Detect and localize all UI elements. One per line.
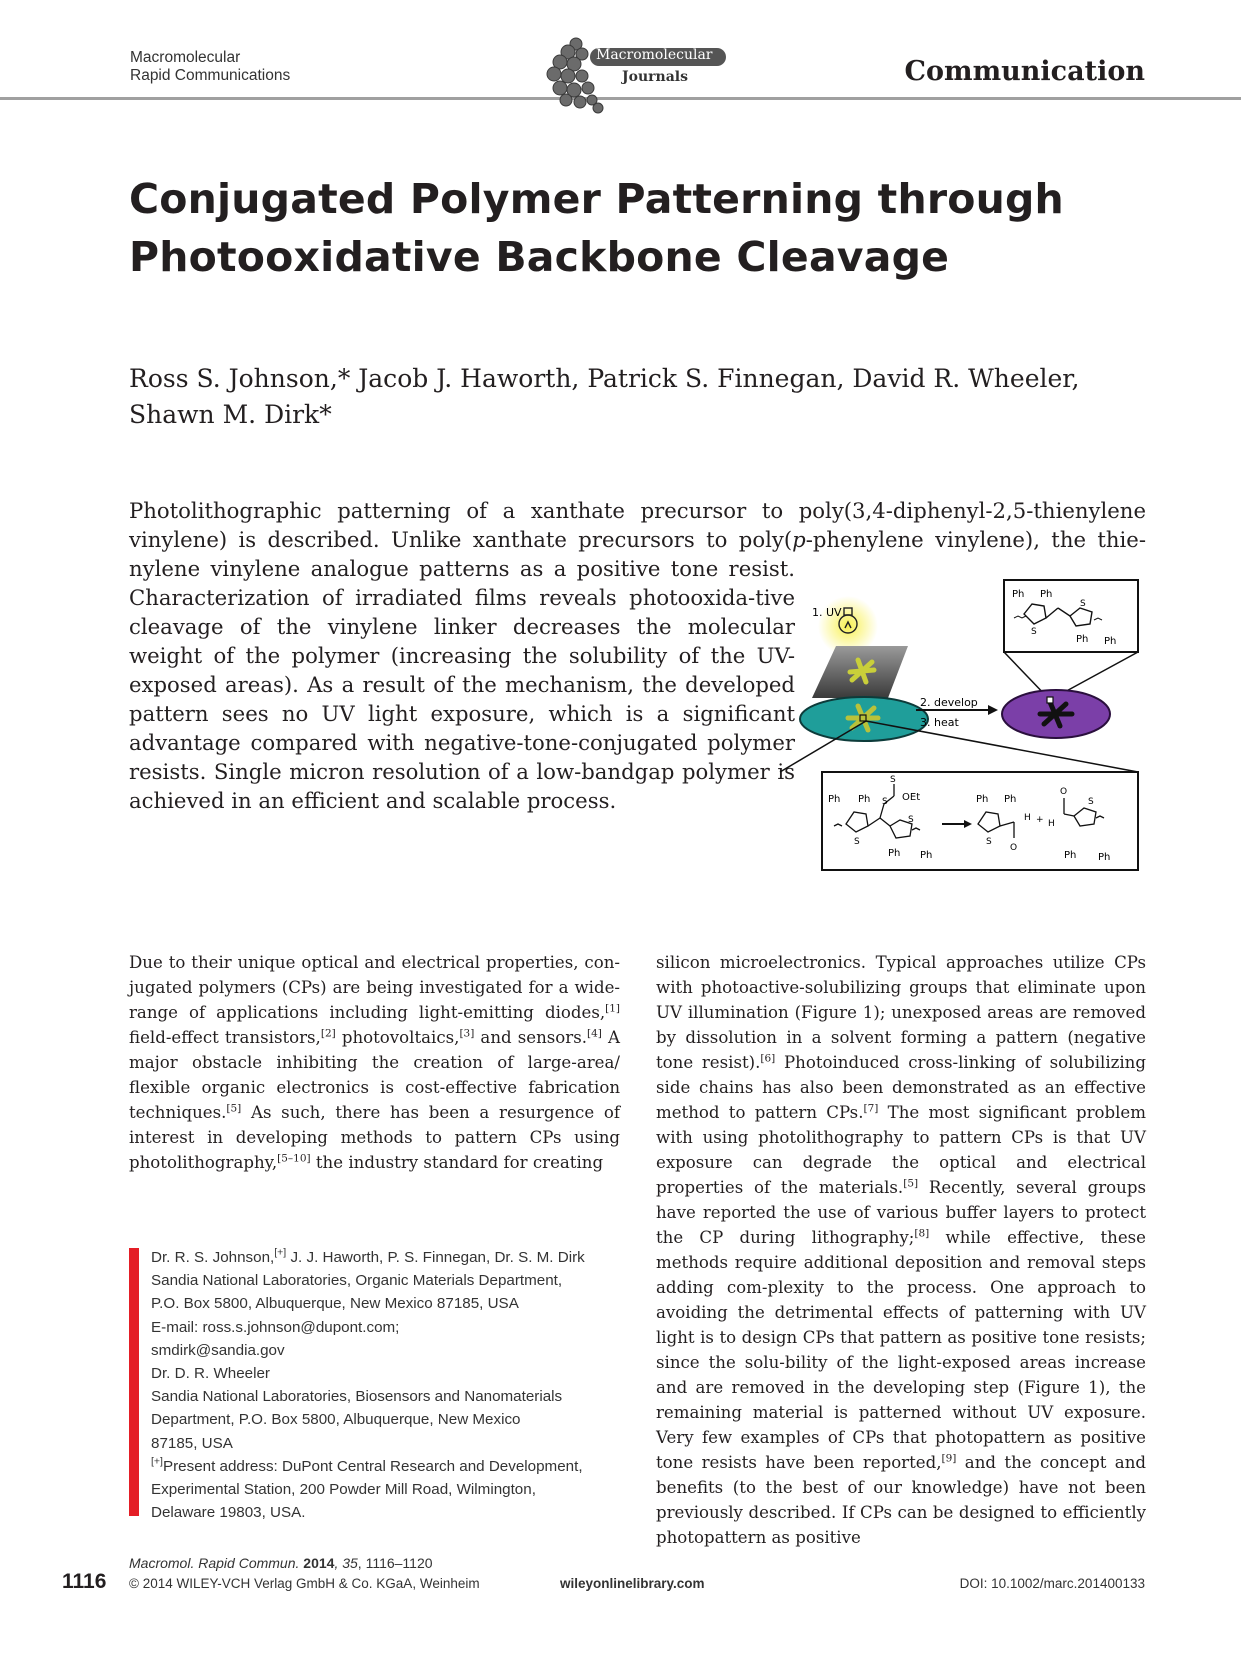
- label-h-rxn-2: H: [1048, 819, 1055, 829]
- email-line[interactable]: smdirk@sandia.gov: [151, 1341, 285, 1359]
- label-ph-inset-3: Ph: [1076, 634, 1089, 645]
- logo-text-macromolecular: Macromolecular: [596, 47, 713, 63]
- label-ph-rxn-7: Ph: [1064, 850, 1077, 861]
- section-label: Communication: [904, 56, 1145, 87]
- label-ph-inset-1: Ph: [1012, 589, 1025, 600]
- abstract-line-2: vinylene) is described. Unlike xanthate precursors to poly(p-phenylene vinylene), the thie-: [129, 527, 1147, 552]
- label-ph-rxn-5: Ph: [976, 794, 989, 805]
- label-ph-rxn-1: Ph: [828, 794, 841, 805]
- author-list-line1: Ross S. Johnson,* Jacob J. Haworth, Patrick S. Finnegan, David R. Wheeler,: [129, 364, 1080, 393]
- label-ph-rxn-2: Ph: [858, 794, 871, 805]
- citation-ref[interactable]: [5]: [903, 1177, 919, 1190]
- citation-ref[interactable]: [4]: [587, 1027, 602, 1040]
- label-s-inset-1: S: [1031, 627, 1037, 637]
- author-list: [129, 361, 1149, 433]
- label-s-rxn-2: S: [882, 797, 888, 807]
- journal-name-line2: Rapid Communications: [130, 67, 291, 84]
- label-ph-rxn-3: Ph: [888, 848, 901, 859]
- article-title: [129, 170, 1129, 286]
- copyright-notice: © 2014 WILEY-VCH Verlag GmbH & Co. KGaA, Weinheim: [129, 1576, 480, 1591]
- label-plus: +: [1036, 815, 1044, 825]
- citation-ref[interactable]: [3]: [459, 1027, 475, 1040]
- label-ph-inset-4: Ph: [1104, 636, 1117, 647]
- label-ph-rxn-6: Ph: [1004, 794, 1017, 805]
- label-s-rxn-3: S: [908, 815, 914, 825]
- article-title-line2: Photooxidative Backbone Cleavage: [129, 233, 950, 281]
- citation-ref[interactable]: [8]: [914, 1227, 930, 1240]
- graphical-abstract-figure: [812, 576, 1146, 878]
- step-develop-label: 2. develop: [920, 696, 978, 709]
- label-s-rxn-4: S: [986, 837, 992, 847]
- doi[interactable]: DOI: 10.1002/marc.201400133: [959, 1576, 1145, 1591]
- journal-name: [130, 49, 290, 85]
- citation-line: Macromol. Rapid Commun. 2014, 35, 1116–1120: [129, 1555, 433, 1571]
- article-title-line1: Conjugated Polymer Patterning through: [129, 175, 1064, 223]
- label-ph-inset-2: Ph: [1040, 589, 1053, 600]
- label-s-rxn-1: S: [854, 837, 860, 847]
- abstract-line-1: Photolithographic patterning of a xanthate precursor to poly(3,4-diphenyl-2,5-thienylene: [129, 498, 1146, 523]
- label-s-rxn-5: S: [1088, 797, 1094, 807]
- step-uv-label: 1. UV: [812, 606, 842, 619]
- label-s-rxn-thione: S: [890, 775, 896, 785]
- logo-text-journals: Journals: [622, 69, 688, 85]
- citation-ref[interactable]: [9]: [941, 1452, 957, 1465]
- label-ph-rxn-4: Ph: [920, 850, 933, 861]
- author-list-line2: Shawn M. Dirk*: [129, 400, 332, 429]
- journal-logo: [538, 34, 728, 116]
- step-heat-label: 3. heat: [920, 716, 959, 729]
- citation-ref[interactable]: [1]: [605, 1002, 620, 1015]
- abstract-text: nylene vinylene analogue patterns as a positive tone resist. Characterization of irradiated films reveals photooxida-tive cleavage of the vinylene linker decreases the molecular weight of the polymer (increasing the solubility of the UV-exposed areas). As a result of the mechanism, the developed pattern sees no UV light exposure, which is a significant advantage compared with negative-tone-conjugated polymer resists. Single micron resolution of a low-bandgap polymer is achieved in an efficient and scalable process.: [129, 556, 795, 813]
- body-column-right: silicon microelectronics. Typical approaches utilize CPs with photoactive-solubilizing groups that eliminate upon UV illumination (Figure 1); unexposed areas are removed by dissolution in a solvent forming a pattern (negative tone resist).[6] Photoinduced cross-linking of solubilizing side chains has also been demonstrated as an effective method to pattern CPs.[7] The most significant problem with using photolithography to pattern CPs is that UV exposure can degrade the optical and electrical properties of the materials.[5] Recently, several groups have reported the use of various buffer layers to protect the CP during lithography;[8] while effective, these methods require additional deposition and removal steps adding com-plexity to the process. One approach to avoiding the detrimental effects of patterning with UV light is to design CPs that pattern as positive tone resists; since the solu-bility of the light-exposed areas increase and are removed in the developing step (Figure 1), the remaining material is patterned without UV exposure. Very few examples of CPs that photopattern as positive tone resists have been reported,[9] and the concept and benefits (to the best of our knowledge) have not been previously described. If CPs can be designed to efficiently photopattern as positive: [656, 953, 1147, 1547]
- publisher-url[interactable]: wileyonlinelibrary.com: [560, 1576, 705, 1591]
- citation-ref[interactable]: [6]: [760, 1052, 776, 1065]
- label-s-inset-2: S: [1080, 599, 1086, 609]
- journal-name-line1: Macromolecular: [130, 49, 241, 66]
- citation-ref[interactable]: [5–10]: [277, 1152, 311, 1165]
- email-line[interactable]: E-mail: ross.s.johnson@dupont.com;: [151, 1318, 400, 1336]
- label-o-rxn-1: O: [1010, 843, 1018, 853]
- label-ph-rxn-8: Ph: [1098, 852, 1111, 863]
- affiliation-block: Dr. R. S. Johnson,[+] J. J. Haworth, P. S. Finnegan, Dr. S. M. Dirk Sandia National Laboratories, Organic Materials Department, P.O. Box 5800, Albuquerque, New Mexico 87185, USA E-mail: ross.s.johnson@dupont.com; smdirk@sandia.gov Dr. D. R. Wheeler Sandia National Laboratories, Biosensors and Nanomaterials Department, P.O. Box 5800, Albuquerque, New Mexico 87185, USA [+]Present address: DuPont Central Research and Development, Experimental Station, 200 Powder Mill Road, Wilmington, Delaware 19803, USA.: [151, 1246, 621, 1524]
- label-h-rxn-1: H: [1024, 813, 1031, 823]
- citation-ref[interactable]: [5]: [226, 1102, 242, 1115]
- citation-ref[interactable]: [7]: [863, 1102, 879, 1115]
- citation-ref[interactable]: [2]: [320, 1027, 336, 1040]
- label-oet: OEt: [902, 792, 921, 803]
- label-o-rxn-2: O: [1060, 787, 1068, 797]
- affiliation-accent-bar: [129, 1248, 139, 1516]
- page-number: 1116: [62, 1570, 107, 1593]
- body-column-left: Due to their unique optical and electrical properties, con-jugated polymers (CPs) are being investigated for a wide-range of applications including light-emitting diodes,[1] field-effect transistors,[2] photovoltaics,[3] and sensors.[4] A major obstacle inhibiting the creation of large-area/ flexible organic electronics is cost-effective fabrication techniques.[5] As such, there has been a resurgence of interest in developing methods to pattern CPs using photolithography,[5–10] the industry standard for creating: [129, 953, 620, 1172]
